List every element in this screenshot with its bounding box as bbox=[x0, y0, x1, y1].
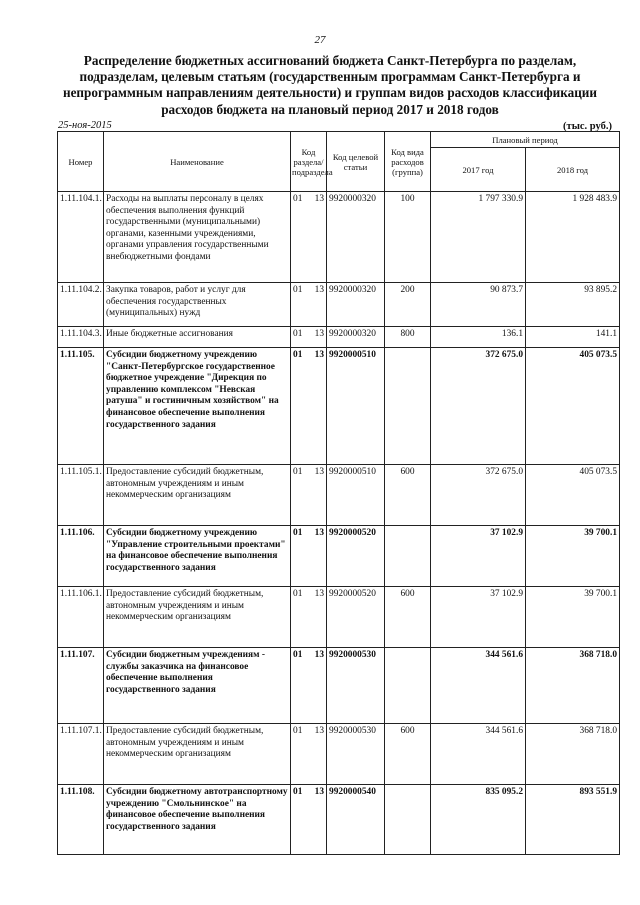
row-target-code: 9920000530 bbox=[327, 648, 385, 724]
row-section: 01 bbox=[293, 467, 303, 477]
row-value-2017: 37 102.9 bbox=[431, 526, 526, 587]
row-value-2018: 893 551.9 bbox=[526, 785, 620, 855]
table-row bbox=[58, 465, 620, 526]
row-section: 01 bbox=[293, 787, 303, 797]
row-subsection: 13 bbox=[314, 528, 324, 538]
row-target-code: 9920000510 bbox=[327, 465, 385, 526]
table-row bbox=[58, 785, 620, 855]
row-section-code bbox=[291, 526, 327, 587]
table-row bbox=[58, 283, 620, 327]
row-section: 01 bbox=[293, 329, 303, 339]
row-expense-type: 200 bbox=[385, 283, 431, 327]
header-planned-period: Плановый период bbox=[431, 132, 620, 148]
table-row bbox=[58, 192, 620, 283]
row-expense-type: 600 bbox=[385, 724, 431, 785]
row-value-2017: 37 102.9 bbox=[431, 587, 526, 648]
row-value-2018: 405 073.5 bbox=[526, 348, 620, 465]
table-row bbox=[58, 724, 620, 785]
row-section-code bbox=[291, 327, 327, 348]
row-expense-type bbox=[385, 348, 431, 465]
row-target-code: 9920000520 bbox=[327, 526, 385, 587]
row-section: 01 bbox=[293, 194, 303, 204]
row-name: Расходы на выплаты персоналу в целях обеспечения выполнения функций государственными (муниципальными) органами, казенными учреждениями, органами управления государственными внебюджетными фондами bbox=[104, 192, 291, 283]
row-section: 01 bbox=[293, 350, 303, 360]
table-row bbox=[58, 587, 620, 648]
row-expense-type: 600 bbox=[385, 587, 431, 648]
row-value-2018: 368 718.0 bbox=[526, 648, 620, 724]
header-expense-type-code: Код вида расходов (группа) bbox=[385, 132, 431, 192]
document-title: Распределение бюджетных ассигнований бюджета Санкт-Петербурга по разделам, подразделам, целевым статьям (государственным программам Санкт-Петербурга и непрограммным направлениям деятельности) и группам видов расходов классификации расходов бюджета на плановый период 2017 и 2018 годов bbox=[62, 53, 597, 117]
table-row bbox=[58, 327, 620, 348]
row-value-2018: 405 073.5 bbox=[526, 465, 620, 526]
row-target-code: 9920000520 bbox=[327, 587, 385, 648]
row-subsection: 13 bbox=[314, 726, 324, 736]
row-section: 01 bbox=[293, 726, 303, 736]
table-body bbox=[58, 192, 620, 855]
row-section-code bbox=[291, 724, 327, 785]
row-value-2018: 39 700.1 bbox=[526, 526, 620, 587]
row-subsection: 13 bbox=[314, 650, 324, 660]
row-target-code: 9920000530 bbox=[327, 724, 385, 785]
row-expense-type bbox=[385, 785, 431, 855]
row-section-code bbox=[291, 587, 327, 648]
table-row bbox=[58, 648, 620, 724]
units-label: (тыс. руб.) bbox=[563, 121, 612, 132]
header-section-code: Код раздела/ подраздела bbox=[291, 132, 327, 192]
row-value-2017: 344 561.6 bbox=[431, 648, 526, 724]
row-target-code: 9920000320 bbox=[327, 283, 385, 327]
row-value-2017: 372 675.0 bbox=[431, 348, 526, 465]
row-value-2018: 39 700.1 bbox=[526, 587, 620, 648]
row-subsection: 13 bbox=[314, 285, 324, 295]
row-section: 01 bbox=[293, 528, 303, 538]
row-section-code bbox=[291, 465, 327, 526]
row-number: 1.11.106.1. bbox=[58, 587, 104, 648]
row-value-2018: 1 928 483.9 bbox=[526, 192, 620, 283]
row-name: Закупка товаров, работ и услуг для обеспечения государственных (муниципальных) нужд bbox=[104, 283, 291, 327]
row-value-2017: 372 675.0 bbox=[431, 465, 526, 526]
row-number: 1.11.104.1. bbox=[58, 192, 104, 283]
row-target-code: 9920000540 bbox=[327, 785, 385, 855]
row-section-code bbox=[291, 192, 327, 283]
row-number: 1.11.108. bbox=[58, 785, 104, 855]
row-target-code: 9920000320 bbox=[327, 192, 385, 283]
row-target-code: 9920000510 bbox=[327, 348, 385, 465]
row-name: Субсидии бюджетному учреждению "Санкт-Петербургское государственное бюджетное учреждение "Дирекция по управлению комплексом "Невская ратуша" и гостиничным хозяйством" на финансовое обеспечение выполнения государственного задания bbox=[104, 348, 291, 465]
row-expense-type: 800 bbox=[385, 327, 431, 348]
header-target-code: Код целевой статьи bbox=[327, 132, 385, 192]
row-subsection: 13 bbox=[314, 467, 324, 477]
header-year-2018: 2018 год bbox=[526, 148, 620, 192]
row-expense-type bbox=[385, 648, 431, 724]
header-number: Номер bbox=[58, 132, 104, 192]
row-target-code: 9920000320 bbox=[327, 327, 385, 348]
row-value-2017: 136.1 bbox=[431, 327, 526, 348]
row-value-2017: 1 797 330.9 bbox=[431, 192, 526, 283]
row-value-2017: 90 873.7 bbox=[431, 283, 526, 327]
row-section: 01 bbox=[293, 285, 303, 295]
row-section: 01 bbox=[293, 589, 303, 599]
row-name: Субсидии бюджетному автотранспортному учреждению "Смольнинское" на финансовое обеспечение выполнения государственного задания bbox=[104, 785, 291, 855]
row-name: Субсидии бюджетным учреждениям - службы заказчика на финансовое обеспечение выполнения государственного задания bbox=[104, 648, 291, 724]
row-number: 1.11.105. bbox=[58, 348, 104, 465]
row-expense-type bbox=[385, 526, 431, 587]
table-row bbox=[58, 526, 620, 587]
row-subsection: 13 bbox=[314, 329, 324, 339]
row-section-code bbox=[291, 348, 327, 465]
row-section: 01 bbox=[293, 650, 303, 660]
budget-table bbox=[57, 131, 620, 855]
row-name: Иные бюджетные ассигнования bbox=[104, 327, 291, 348]
header-name: Наименование bbox=[104, 132, 291, 192]
row-value-2018: 141.1 bbox=[526, 327, 620, 348]
row-name: Предоставление субсидий бюджетным, автономным учреждениям и иным некоммерческим организациям bbox=[104, 587, 291, 648]
document-date: 25-ноя-2015 bbox=[58, 120, 112, 131]
row-name: Предоставление субсидий бюджетным, автономным учреждениям и иным некоммерческим организациям bbox=[104, 465, 291, 526]
row-number: 1.11.105.1. bbox=[58, 465, 104, 526]
row-value-2017: 344 561.6 bbox=[431, 724, 526, 785]
table-row bbox=[58, 348, 620, 465]
row-expense-type: 100 bbox=[385, 192, 431, 283]
row-number: 1.11.106. bbox=[58, 526, 104, 587]
header-year-2017: 2017 год bbox=[431, 148, 526, 192]
row-number: 1.11.107.1. bbox=[58, 724, 104, 785]
row-value-2017: 835 095.2 bbox=[431, 785, 526, 855]
row-name: Предоставление субсидий бюджетным, автономным учреждениям и иным некоммерческим организациям bbox=[104, 724, 291, 785]
row-name: Субсидии бюджетному учреждению "Управление строительными проектами" на финансовое обеспечение выполнения государственного задания bbox=[104, 526, 291, 587]
row-value-2018: 93 895.2 bbox=[526, 283, 620, 327]
row-section-code bbox=[291, 283, 327, 327]
row-section-code bbox=[291, 785, 327, 855]
row-value-2018: 368 718.0 bbox=[526, 724, 620, 785]
row-subsection: 13 bbox=[314, 350, 324, 360]
row-number: 1.11.104.2. bbox=[58, 283, 104, 327]
row-section-code bbox=[291, 648, 327, 724]
row-number: 1.11.107. bbox=[58, 648, 104, 724]
row-subsection: 13 bbox=[314, 787, 324, 797]
row-expense-type: 600 bbox=[385, 465, 431, 526]
row-number: 1.11.104.3. bbox=[58, 327, 104, 348]
page-number: 27 bbox=[314, 34, 326, 46]
row-subsection: 13 bbox=[314, 589, 324, 599]
row-subsection: 13 bbox=[314, 194, 324, 204]
